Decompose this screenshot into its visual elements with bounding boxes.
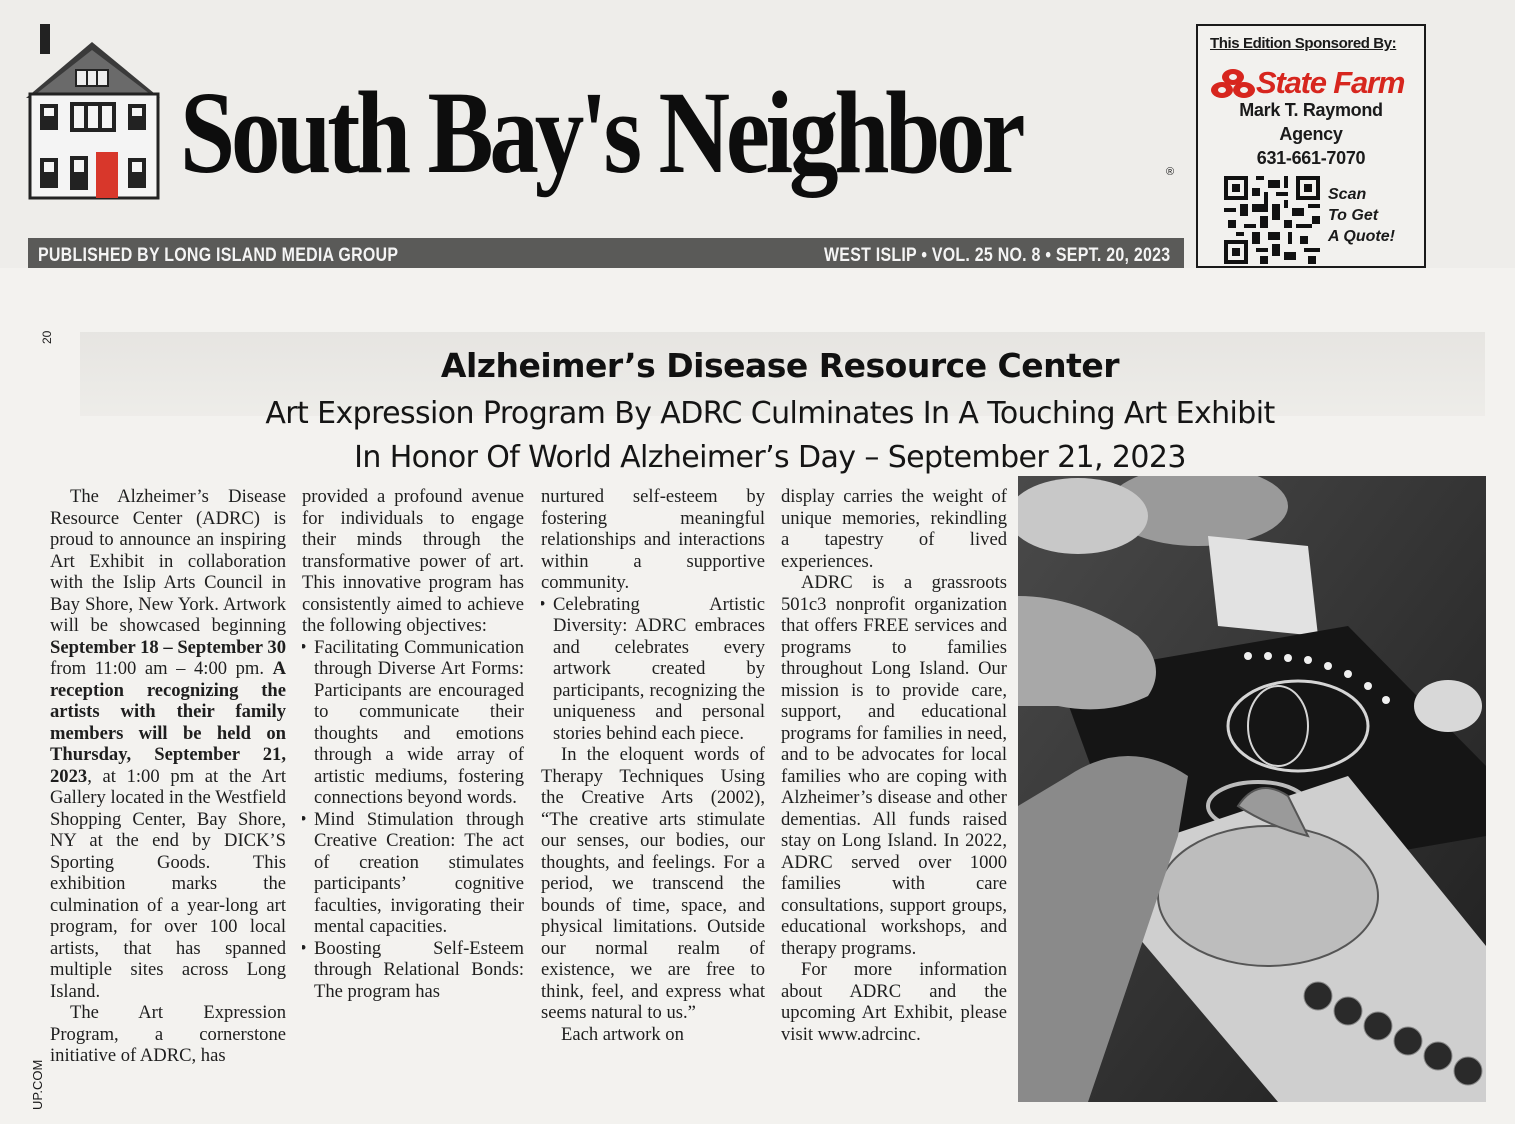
article-headline: Alzheimer’s Disease Resource Center xyxy=(440,346,1120,385)
state-farm-ovals-icon xyxy=(1210,68,1256,100)
list-item: • Celebrating Artistic Diversity: ADRC embraces and celebrates every artwork created by participants, recognizing the uniqueness and personal stories behind each piece. xyxy=(541,594,765,745)
art-session-photo xyxy=(1018,476,1486,1102)
scan-prompt: Scan To Get A Quote! xyxy=(1328,186,1395,245)
article-subhead: Art Expression Program By ADRC Culminates In A Touching Art Exhibit In Honor Of World Alzheimer’s Day – September 21, 2023 xyxy=(265,396,1275,475)
side-text: UP.COM xyxy=(30,1059,45,1110)
sponsor-box[interactable] xyxy=(1196,24,1426,268)
paragraph: nurtured self-esteem by fostering meaningful relationships and interactions within a supportive community. xyxy=(541,486,765,593)
objectives-list xyxy=(302,637,524,1003)
agent-phone[interactable]: 631-661-7070 xyxy=(1256,148,1366,168)
paragraph: display carries the weight of unique memories, rekindling a tapestry of lived experiences. xyxy=(781,486,1007,572)
paragraph: For more information about ADRC and the upcoming Art Exhibit, please visit www.adrcinc. xyxy=(781,959,1007,1045)
paragraph: Each artwork on xyxy=(561,1023,684,1045)
publisher-text: PUBLISHED BY LONG ISLAND MEDIA GROUP xyxy=(38,245,399,266)
state-farm-logo xyxy=(1208,62,1418,102)
list-item: • Facilitating Communication through Diverse Art Forms: Participants are encouraged to communicate their thoughts and emotions through a wide array of artistic mediums, fostering connections beyond words. xyxy=(302,637,524,809)
paragraph: provided a profound avenue for individuals to engage their minds through the transformative power of art. This innovative program has consistently aimed to achieve the following objectives: xyxy=(302,486,524,636)
list-item: • Boosting Self-Esteem through Relational Bonds: The program has xyxy=(302,938,524,1003)
page-number: 20 xyxy=(40,330,54,344)
masthead xyxy=(0,0,1515,278)
paragraph: ADRC is a grassroots 501c3 nonprofit organization that offers FREE services and programs to families throughout Long Island. Our mission is to provide care, support, and educational programs for families in need, and to be advocates for local families who are coping with Alzheimer’s disease and other dementias. All funds raised stay on Long Island. In 2022, ADRC served over 1000 families with care consultations, support groups, educational workshops, and therapy programs. xyxy=(781,572,1007,959)
agent-agency: Agency xyxy=(1279,124,1343,144)
article-column-4 xyxy=(781,486,1007,1118)
paragraph: In the eloquent words of Therapy Techniques Using the Creative Arts (2002), “The creative arts stimulate our senses, our bodies, our thoughts, and feelings. For a period, we transcend the bounds of time, space, and physical limitations. Outside our normal realm of existence, we are free to think, feel, and express what seems natural to us.” xyxy=(541,744,765,1023)
sponsor-header: This Edition Sponsored By: xyxy=(1210,35,1397,52)
objectives-list-continued xyxy=(541,594,765,745)
article-column-1: The Alzheimer’s Disease Resource Center (ADRC) is proud to announce an inspiring Art Exhibit in collaboration with the Islip Arts Council in Bay Shore, New York. Artwork will be showcased beginning September 18 – September 30 from 11:00 am – 4:00 pm. A reception recognizing the artists with their family members will be held on Thursday, September 21, 2023, at 1:00 pm at the Art Gallery located in the Westfield Shopping Center, Bay Shore, NY at the end by DICK’S Sporting Goods. This exhibition marks the culmination of a year-long art program, for over 100 local artists, that has spanned multiple sites across Long Island. The Art Expression Program, a cornerstone initiative of ADRC, has xyxy=(50,486,286,1066)
door-shape xyxy=(96,152,118,198)
registered-mark: ® xyxy=(1166,166,1175,178)
edition-info: WEST ISLIP • VOL. 25 NO. 8 • SEPT. 20, 2023 xyxy=(823,245,1170,266)
article-column-3 xyxy=(541,486,765,1118)
article-column-2 xyxy=(302,486,524,1118)
paragraph: The Art Expression Program, a cornerstone initiative of ADRC, has xyxy=(50,1002,286,1066)
newspaper-page xyxy=(0,268,1515,1124)
qr-code-icon[interactable] xyxy=(1224,176,1320,264)
agent-name: Mark T. Raymond xyxy=(1239,100,1383,120)
newspaper-title: South Bay's Neighbor xyxy=(180,67,1022,198)
house-logo-icon xyxy=(26,24,164,200)
list-item: • Mind Stimulation through Creative Creation: The act of creation stimulates participants’ cognitive faculties, invigorating their mental capacities. xyxy=(302,809,524,938)
brand-name: State Farm xyxy=(1256,65,1405,100)
